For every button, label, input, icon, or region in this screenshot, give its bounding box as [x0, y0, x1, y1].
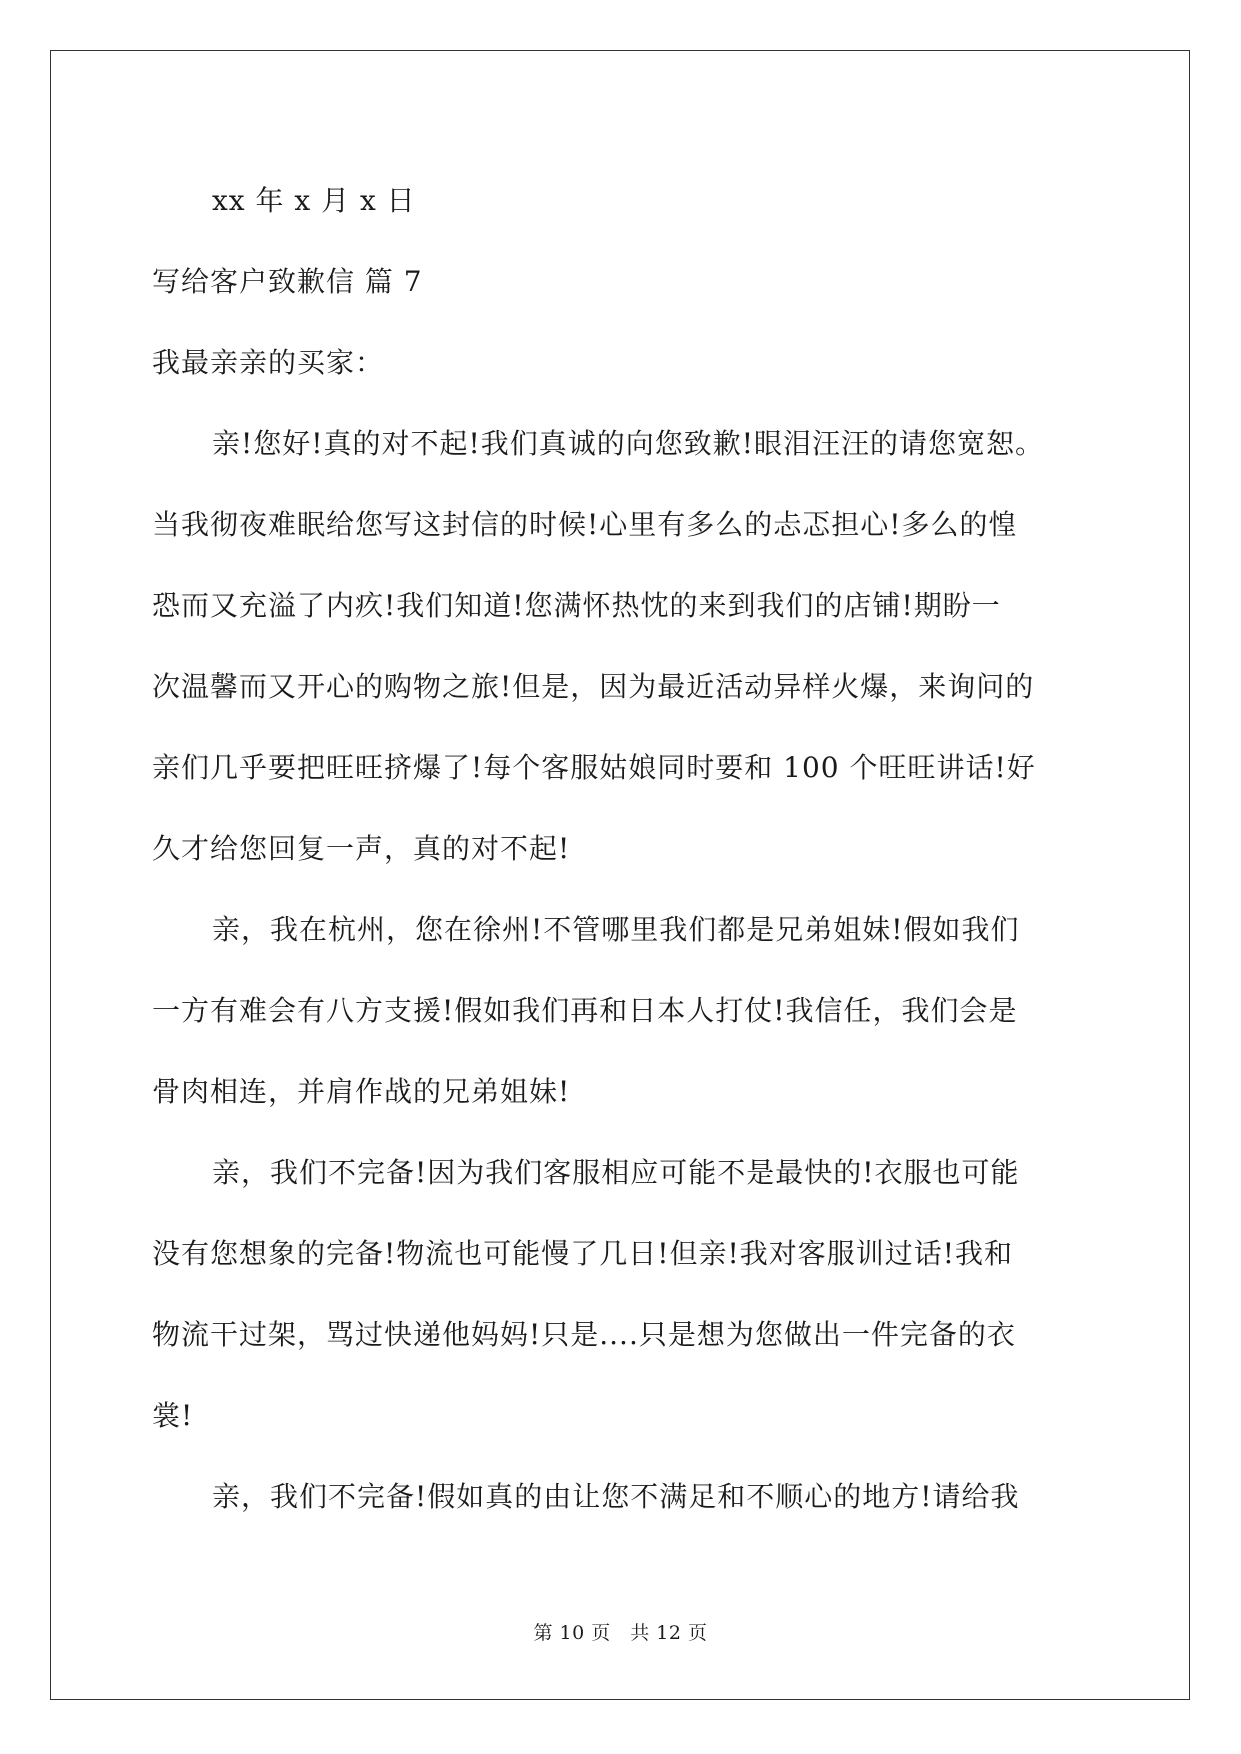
- body-line: 亲，我们不完备!假如真的由让您不满足和不顺心的地方!请给我: [212, 1480, 1020, 1513]
- body-line: 物流干过架，骂过快递他妈妈!只是....只是想为您做出一件完备的衣: [152, 1318, 1016, 1351]
- page-number: 第 10 页 共 12 页: [533, 1622, 708, 1644]
- body-line: 恐而又充溢了内疚!我们知道!您满怀热忱的来到我们的店铺!期盼一: [152, 589, 1001, 622]
- body-line: 裳!: [152, 1399, 194, 1432]
- body-line: 没有您想象的完备!物流也可能慢了几日!但亲!我对客服训过话!我和: [152, 1237, 1014, 1270]
- body-line: 久才给您回复一声，真的对不起!: [152, 832, 571, 865]
- body-line: 当我彻夜难眠给您写这封信的时候!心里有多么的忐忑担心!多么的惶: [152, 508, 1018, 541]
- body-line: 亲们几乎要把旺旺挤爆了!每个客服姑娘同时要和 100 个旺旺讲话!好: [152, 751, 1036, 784]
- body-line: 骨肉相连，并肩作战的兄弟姐妹!: [152, 1075, 571, 1108]
- body-line: 亲，我们不完备!因为我们客服相应可能不是最快的!衣服也可能: [212, 1156, 1020, 1189]
- body-line: 次温馨而又开心的购物之旅!但是，因为最近活动异样火爆，来询问的: [152, 670, 1035, 703]
- letter-heading: 写给客户致歉信 篇 7: [152, 265, 423, 298]
- date-line: xx 年 x 月 x 日: [212, 184, 416, 217]
- salutation: 我最亲亲的买家：: [152, 346, 385, 379]
- body-line: 亲，我在杭州，您在徐州!不管哪里我们都是兄弟姐妹!假如我们: [212, 913, 1020, 946]
- document-body: [152, 160, 1102, 1537]
- body-line: 亲!您好!真的对不起!我们真诚的向您致歉!眼泪汪汪的请您宽恕。: [212, 427, 1045, 460]
- body-line: 一方有难会有八方支援!假如我们再和日本人打仗!我信任，我们会是: [152, 994, 1018, 1027]
